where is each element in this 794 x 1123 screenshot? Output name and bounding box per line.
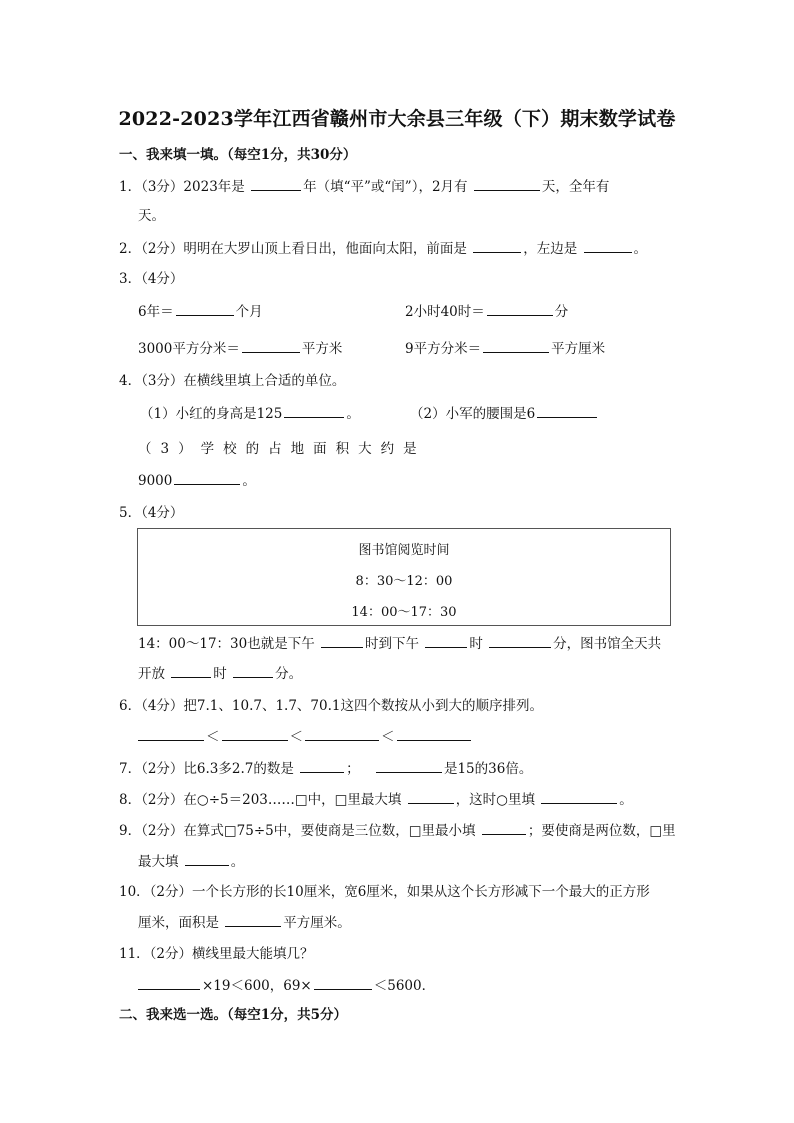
q11-answer-row — [138, 976, 435, 995]
q9-text-d: 。 — [230, 854, 245, 870]
answer-blank[interactable] — [584, 239, 632, 253]
q9-text-b: ；要使商是两位数，□里 — [527, 823, 676, 839]
q1-text-d: 天。 — [138, 208, 165, 224]
q6-answer-row — [138, 727, 473, 746]
q3-item-1-text: 6年＝ — [138, 304, 174, 320]
q4-item-1 — [140, 404, 360, 423]
answer-blank[interactable] — [408, 790, 454, 804]
answer-blank[interactable] — [138, 976, 200, 990]
q4-item-3-line2 — [138, 471, 256, 490]
q3-item-4-text: 9平方分米＝ — [405, 341, 482, 357]
q4-item-3: （3）学校的占地面积大约是 — [138, 441, 426, 457]
q8-text-b: ，这时○里填 — [455, 792, 535, 808]
question-5-head: 5．（4分） — [119, 505, 184, 521]
q3-item-3-text: 3000平方分米＝ — [138, 341, 240, 357]
answer-blank[interactable] — [483, 339, 549, 353]
answer-blank[interactable] — [222, 727, 288, 741]
q8-text-c: 。 — [619, 792, 633, 808]
q3-item-1 — [138, 302, 263, 321]
question-10: 10．（2分）一个长方形的长10厘米，宽6厘米，如果从这个长方形减下一个最大的正方形 — [119, 884, 650, 900]
q3-item-3-unit: 平方米 — [301, 341, 343, 357]
q5-text-a: 14：00～17：30也就是下午 — [138, 636, 315, 652]
q11-text-b: ＜5600． — [373, 978, 436, 994]
answer-blank[interactable] — [284, 404, 344, 418]
q4-item-2-text: （2）小军的腰围是6 — [410, 406, 536, 422]
answer-blank[interactable] — [171, 664, 211, 678]
answer-blank[interactable] — [138, 727, 204, 741]
q4-item-3-end: 。 — [242, 473, 256, 489]
q3-item-2 — [405, 302, 568, 321]
answer-blank[interactable] — [376, 759, 442, 773]
q4-item-1-end: 。 — [346, 406, 360, 422]
q7-text-c: 是15的36倍。 — [443, 761, 533, 777]
answer-blank[interactable] — [489, 634, 551, 648]
q4-item-3-number: 9000 — [138, 473, 173, 489]
answer-blank[interactable] — [225, 913, 281, 927]
answer-blank[interactable] — [174, 471, 240, 485]
q5-text-g: 分。 — [275, 666, 303, 682]
question-1 — [119, 177, 609, 196]
answer-blank[interactable] — [425, 634, 467, 648]
answer-blank[interactable] — [314, 976, 372, 990]
q3-item-2-unit: 分 — [554, 304, 569, 320]
less-than-sign: ＜ — [381, 729, 395, 745]
question-8 — [119, 790, 633, 809]
q2-text-a: 2．（2分）明明在大罗山顶上看日出，他面向太阳，前面是 — [119, 241, 467, 257]
question-3-head: 3．（4分） — [119, 271, 184, 287]
section-heading-choice: 二、我来选一选。（每空1分，共5分） — [119, 1007, 348, 1023]
q5-text-d: 分，图书馆全天共 — [553, 636, 662, 652]
q10-line-2 — [138, 913, 351, 932]
q4-item-2 — [410, 404, 599, 423]
answer-blank[interactable] — [474, 177, 540, 191]
answer-blank[interactable] — [233, 664, 273, 678]
q7-text-a: 7．（2分）比6.3多2.7的数是 — [119, 761, 294, 777]
q10-text-c: 平方厘米。 — [283, 915, 351, 931]
q3-item-1-unit: 个月 — [235, 304, 263, 320]
q5-line-2 — [138, 664, 302, 683]
q2-text-c: 。 — [633, 241, 648, 257]
q1-text-c: 天，全年有 — [541, 179, 610, 195]
answer-blank[interactable] — [487, 302, 553, 316]
q3-item-4 — [405, 339, 605, 358]
library-hours-box — [137, 528, 671, 626]
q4-item-1-text: （1）小红的身高是125 — [140, 406, 283, 422]
q10-text-b: 厘米，面积是 — [138, 915, 219, 931]
q7-text-b: ； — [346, 761, 360, 777]
q3-item-4-unit: 平方厘米 — [551, 341, 606, 357]
q5-text-f: 时 — [213, 666, 227, 682]
q1-text-a: 1．（3分）2023年是 — [119, 179, 245, 195]
q5-text-e: 开放 — [138, 666, 165, 682]
q5-text-c: 时 — [469, 636, 483, 652]
answer-blank[interactable] — [541, 790, 617, 804]
library-hours-title: 图书馆阅览时间 — [358, 543, 450, 558]
question-11-head: 11．（2分）横线里最大能填几？ — [119, 946, 314, 962]
answer-blank[interactable] — [397, 727, 471, 741]
question-7 — [119, 759, 532, 778]
library-hours-morning: 8：30～12：00 — [355, 574, 453, 589]
answer-blank[interactable] — [185, 852, 229, 866]
less-than-sign: ＜ — [289, 729, 303, 745]
section-heading-fill: 一、我来填一填。（每空1分，共30分） — [119, 147, 357, 163]
answer-blank[interactable] — [537, 404, 597, 418]
question-4-head: 4．（3分）在横线里填上合适的单位。 — [119, 373, 346, 389]
answer-blank[interactable] — [321, 634, 363, 648]
q9-line-2 — [138, 852, 244, 871]
question-6-head: 6．（4分）把7.1、10.7、1.7、70.1这四个数按从小到大的顺序排列。 — [119, 698, 543, 714]
q3-item-2-text: 2小时40时＝ — [405, 304, 485, 320]
q8-text-a: 8．（2分）在○÷5＝203……□中，□里最大填 — [119, 792, 402, 808]
answer-blank[interactable] — [300, 759, 344, 773]
less-than-sign: ＜ — [206, 729, 220, 745]
answer-blank[interactable] — [251, 177, 301, 191]
question-9 — [119, 821, 676, 840]
answer-blank[interactable] — [482, 821, 526, 835]
answer-blank[interactable] — [176, 302, 234, 316]
q5-text-b: 时到下午 — [365, 636, 420, 652]
answer-blank[interactable] — [305, 727, 379, 741]
q5-line-1 — [138, 634, 661, 653]
q1-text-b: 年（填“平”或“闰”），2月有 — [303, 179, 468, 195]
page-title: 2022-2023学年江西省赣州市大余县三年级（下）期末数学试卷 — [118, 108, 676, 130]
q9-text-a: 9．（2分）在算式□75÷5中，要使商是三位数，□里最小填 — [119, 823, 476, 839]
answer-blank[interactable] — [473, 239, 521, 253]
answer-blank[interactable] — [242, 339, 300, 353]
q3-item-3 — [138, 339, 342, 358]
q2-text-b: ，左边是 — [523, 241, 578, 257]
q9-text-c: 最大填 — [138, 854, 179, 870]
q11-text-a: ×19＜600，69× — [202, 978, 312, 994]
library-hours-afternoon: 14：00～17：30 — [351, 605, 457, 620]
question-2 — [119, 239, 647, 258]
